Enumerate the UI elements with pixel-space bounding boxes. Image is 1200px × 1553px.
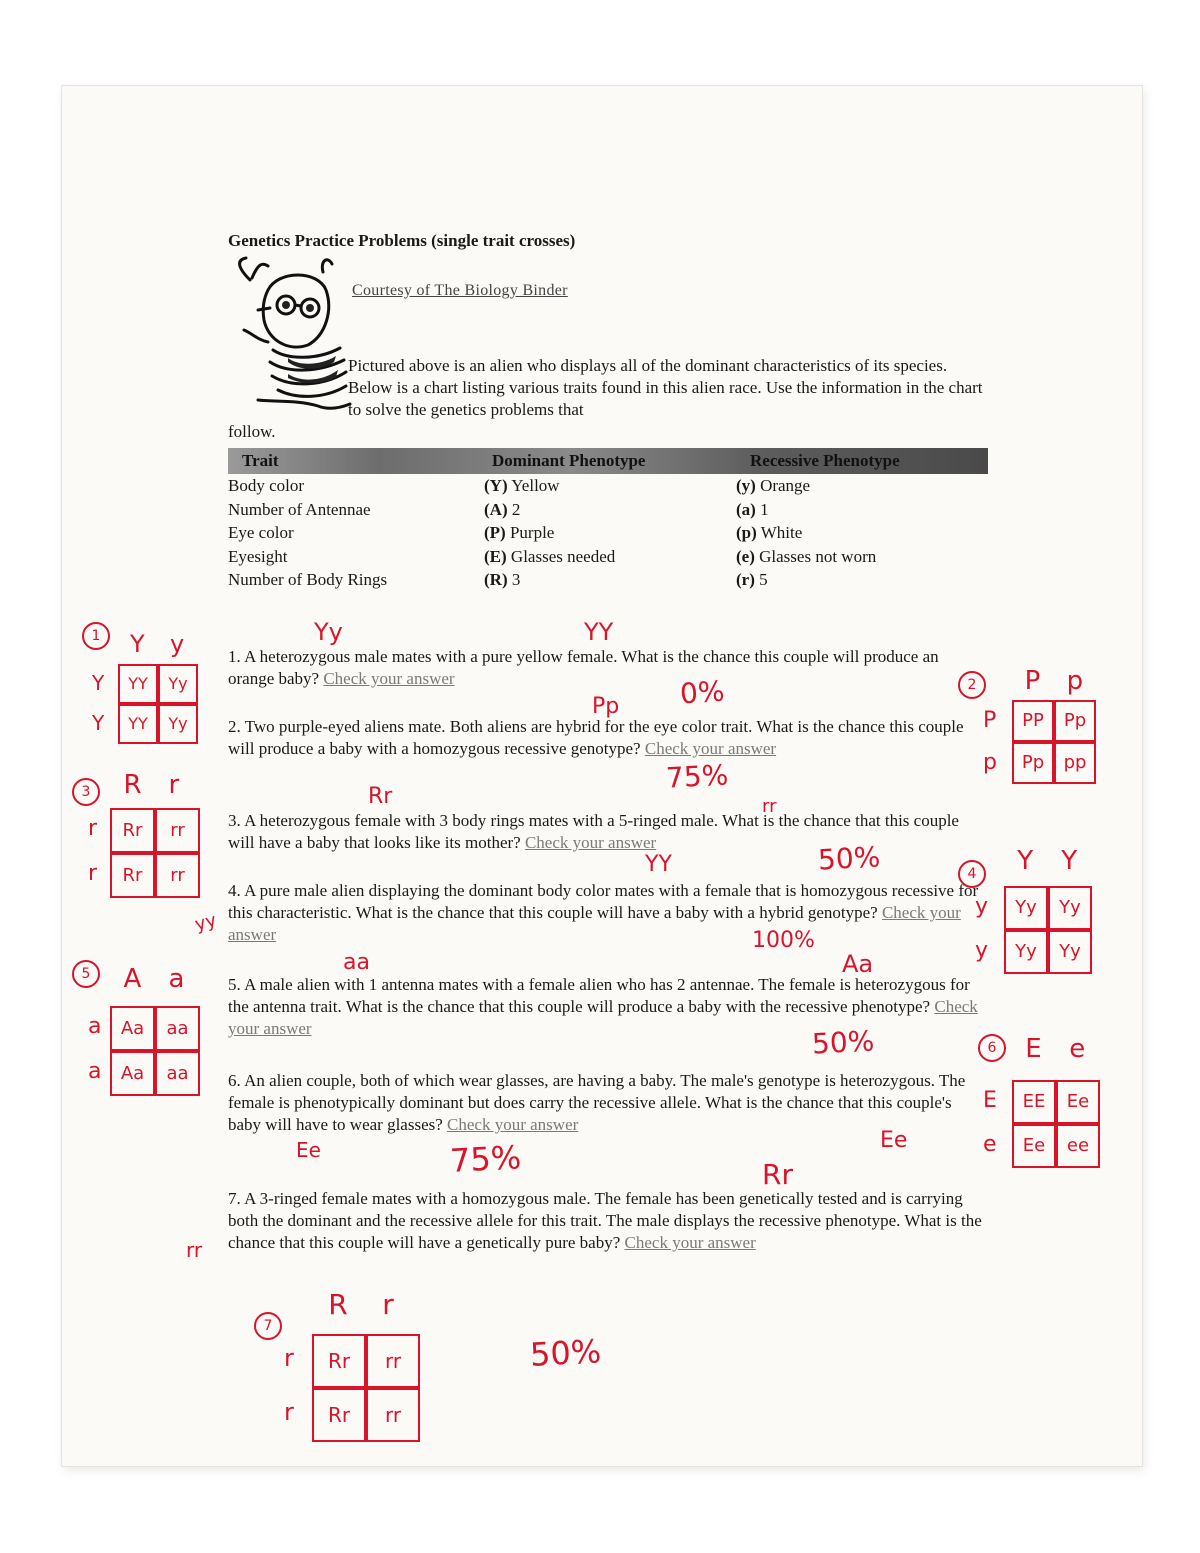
- note-q4-female: yy: [192, 909, 219, 936]
- check-answer-link[interactable]: Check your answer: [524, 833, 657, 852]
- dom-code: (R): [484, 570, 508, 589]
- note-q3-female: Rr: [368, 784, 393, 809]
- dom-cell: 2: [511, 499, 521, 519]
- check-answer-link[interactable]: Check your answer: [624, 1233, 756, 1252]
- note-q7-male: rr: [186, 1238, 203, 1262]
- punnett-top-allele: r: [382, 1288, 394, 1321]
- header-trait: Trait: [242, 451, 279, 470]
- header-dominant: Dominant Phenotype: [492, 451, 646, 470]
- punnett-top-allele: R: [123, 770, 142, 800]
- question-4: [228, 880, 988, 946]
- punnett-side-allele: e: [983, 1131, 997, 1157]
- handwritten-answer-5: 50%: [811, 1024, 876, 1061]
- punnett-top-allele: R: [328, 1288, 348, 1321]
- question-1: [228, 646, 988, 690]
- handwritten-answer-3: 50%: [817, 840, 882, 877]
- punnett-label-circle: 3: [72, 778, 100, 806]
- question-text: Two purple-eyed aliens mate. Both aliens are hybrid for the eye color trait. What is the chance this couple will produce a baby with a homozygous recessive genotype?: [228, 717, 964, 758]
- question-7: [228, 1188, 988, 1254]
- table-row: [228, 521, 988, 545]
- table-row: [228, 474, 988, 498]
- question-text: A heterozygous female with 3 body rings mates with a 5-ringed male. What is the chance that this couple will have a baby that looks like its mother?: [228, 811, 959, 852]
- punnett-label-circle: 5: [72, 960, 100, 988]
- punnett-cell: Pp: [1054, 700, 1096, 742]
- question-number: 7.: [228, 1189, 241, 1208]
- question-2: [228, 716, 988, 760]
- punnett-cell: Rr: [110, 853, 155, 898]
- punnett-top-allele: A: [123, 964, 142, 994]
- note-q6-male: Ee: [296, 1138, 321, 1162]
- note-q5-male: aa: [343, 950, 370, 975]
- trait-cell: Number of Antennae: [228, 499, 371, 519]
- punnett-side-allele: a: [88, 1014, 102, 1040]
- question-number: 1.: [228, 647, 241, 666]
- dom-code: (A): [484, 499, 508, 519]
- punnett-cell: Yy: [1004, 930, 1048, 974]
- rec-code: (e): [736, 546, 755, 566]
- punnett-cell: rr: [155, 853, 200, 898]
- punnett-cell: Yy: [158, 664, 198, 704]
- punnett-cell: rr: [366, 1388, 420, 1442]
- check-answer-link[interactable]: Check your answer: [228, 997, 978, 1038]
- dom-cell: Glasses needed: [510, 546, 616, 566]
- rec-code: (r): [736, 570, 755, 589]
- question-5: [228, 974, 988, 1040]
- rec-cell: White: [760, 523, 803, 542]
- check-answer-link[interactable]: Check your answer: [323, 669, 455, 688]
- handwritten-answer-7: 50%: [529, 1332, 603, 1374]
- punnett-top-allele: e: [1069, 1034, 1086, 1064]
- question-text: A 3-ringed female mates with a homozygous male. The female has been genetically tested and is carrying both the dominant and the recessive allele for this trait. The male displays the recessive phenotype. What is the chance that this couple will have a genetically pure baby?: [228, 1189, 982, 1252]
- punnett-side-allele: Y: [92, 711, 105, 736]
- punnett-top-allele: p: [1066, 666, 1084, 696]
- punnett-top-allele: a: [168, 964, 185, 994]
- punnett-top-allele: E: [1025, 1034, 1042, 1064]
- punnett-cell: Rr: [110, 808, 155, 853]
- rec-cell: 5: [759, 570, 768, 589]
- table-row: [228, 545, 988, 569]
- question-text: A heterozygous male mates with a pure yellow female. What is the chance this couple will produce an orange baby?: [228, 647, 939, 688]
- punnett-side-allele: r: [284, 1397, 294, 1426]
- punnett-label-circle: 7: [254, 1312, 282, 1340]
- trait-cell: Number of Body Rings: [228, 570, 388, 589]
- rec-code: (p): [736, 523, 757, 542]
- punnett-cell: Yy: [1048, 930, 1092, 974]
- punnett-cell: EE: [1012, 1080, 1056, 1124]
- dom-cell: Purple: [509, 523, 555, 542]
- punnett-cell: YY: [118, 664, 158, 704]
- punnett-top-allele: r: [168, 770, 180, 800]
- question-number: 5.: [228, 975, 241, 994]
- dom-code: (P): [484, 523, 506, 542]
- courtesy-line: Courtesy of The Biology Binder: [352, 282, 568, 299]
- rec-cell: 1: [760, 499, 769, 519]
- punnett-cell: PP: [1012, 700, 1054, 742]
- note-q3-male: rr: [762, 796, 777, 817]
- trait-cell: Eyesight: [228, 546, 288, 566]
- punnett-top-allele: Y: [1061, 846, 1078, 876]
- punnett-side-allele: p: [983, 749, 997, 775]
- punnett-side-allele: a: [88, 1059, 102, 1085]
- punnett-cell: aa: [155, 1051, 200, 1096]
- punnett-cell: pp: [1054, 742, 1096, 784]
- punnett-cell: Yy: [1048, 886, 1092, 930]
- trait-cell: Body color: [228, 476, 305, 495]
- note-q1-male: Yy: [314, 618, 343, 646]
- punnett-cell: Ee: [1056, 1080, 1100, 1124]
- trait-table-header: [228, 448, 988, 474]
- worksheet-paper: [62, 86, 1142, 1466]
- punnett-side-allele: r: [88, 861, 98, 887]
- punnett-cell: Pp: [1012, 742, 1054, 784]
- check-answer-link[interactable]: Check your answer: [644, 739, 777, 758]
- dom-cell: 3: [511, 570, 521, 589]
- trait-cell: Eye color: [228, 523, 294, 542]
- note-q4-male: YY: [645, 852, 672, 877]
- punnett-top-allele: P: [1024, 666, 1041, 696]
- dom-cell: Yellow: [511, 476, 560, 495]
- rec-cell: Orange: [760, 476, 811, 495]
- question-text: A pure male alien displaying the dominant body color mates with a female that is homozygous recessive for this characteristic. What is the chance that this couple will have a baby with a hybrid genotype?: [228, 881, 979, 922]
- dom-code: (Y): [484, 476, 508, 495]
- punnett-side-allele: E: [983, 1087, 997, 1113]
- punnett-side-allele: Y: [92, 671, 105, 696]
- header-recessive: Recessive Phenotype: [750, 451, 900, 470]
- note-q5-female: Aa: [842, 950, 874, 978]
- punnett-cell: Yy: [158, 704, 198, 744]
- note-q7-female: Rr: [762, 1158, 793, 1191]
- punnett-cell: Rr: [312, 1334, 366, 1388]
- alien-drawing-icon: [228, 250, 353, 422]
- question-6: [228, 1070, 988, 1136]
- punnett-cell: Aa: [110, 1006, 155, 1051]
- note-q2: Pp: [592, 694, 620, 719]
- punnett-top-allele: y: [170, 630, 185, 658]
- punnett-side-allele: r: [284, 1343, 294, 1372]
- punnett-side-allele: r: [88, 816, 98, 842]
- punnett-cell: Ee: [1012, 1124, 1056, 1168]
- question-text: A male alien with 1 antenna mates with a female alien who has 2 antennae. The female is heterozygous for the antenna trait. What is the chance that this couple will produce a baby with the recessive phenotype?: [228, 975, 970, 1016]
- worksheet-title: Genetics Practice Problems (single trait crosses): [228, 231, 576, 250]
- punnett-label-circle: 1: [82, 622, 110, 650]
- punnett-cell: ee: [1056, 1124, 1100, 1168]
- note-q6-female: Ee: [880, 1128, 908, 1153]
- question-text: An alien couple, both of which wear glasses, are having a baby. The male's genotype is heterozygous. The female is phenotypically dominant but does carry the recessive allele. What is the chance that this couple's baby will have to wear glasses?: [228, 1071, 966, 1134]
- handwritten-answer-2: 75%: [665, 758, 730, 795]
- table-row: [228, 498, 988, 522]
- punnett-top-allele: Y: [1017, 846, 1034, 876]
- intro-paragraph-tail: follow.: [228, 422, 276, 441]
- question-number: 6.: [228, 1071, 241, 1090]
- question-number: 3.: [228, 811, 241, 830]
- punnett-top-allele: Y: [130, 630, 145, 658]
- punnett-cell: YY: [118, 704, 158, 744]
- intro-paragraph: Pictured above is an alien who displays all of the dominant characteristics of its species. Below is a chart listing various traits found in this alien race. Use the information in the chart to solve the genetics problems that: [348, 356, 983, 419]
- punnett-side-allele: y: [975, 937, 989, 963]
- punnett-cell: rr: [366, 1334, 420, 1388]
- punnett-label-circle: 6: [978, 1034, 1006, 1062]
- punnett-label-circle: 2: [958, 671, 986, 699]
- table-row: [228, 568, 988, 592]
- punnett-cell: Yy: [1004, 886, 1048, 930]
- punnett-cell: Aa: [110, 1051, 155, 1096]
- punnett-side-allele: y: [975, 893, 989, 919]
- punnett-cell: Rr: [312, 1388, 366, 1442]
- handwritten-answer-1: 0%: [678, 674, 726, 711]
- rec-code: (y): [736, 476, 756, 495]
- trait-table: [228, 448, 988, 592]
- punnett-cell: rr: [155, 808, 200, 853]
- question-number: 4.: [228, 881, 241, 900]
- punnett-label-circle: 4: [958, 860, 986, 888]
- note-q1-female: YY: [584, 618, 614, 646]
- dom-code: (E): [484, 546, 507, 566]
- punnett-side-allele: P: [983, 707, 997, 733]
- question-number: 2.: [228, 717, 241, 736]
- handwritten-answer-4: 100%: [752, 928, 815, 953]
- check-answer-link[interactable]: Check your answer: [228, 903, 961, 944]
- rec-code: (a): [736, 499, 756, 519]
- handwritten-answer-6: 75%: [449, 1138, 523, 1180]
- check-answer-link[interactable]: Check your answer: [447, 1115, 579, 1134]
- rec-cell: Glasses not worn: [759, 546, 877, 566]
- punnett-cell: aa: [155, 1006, 200, 1051]
